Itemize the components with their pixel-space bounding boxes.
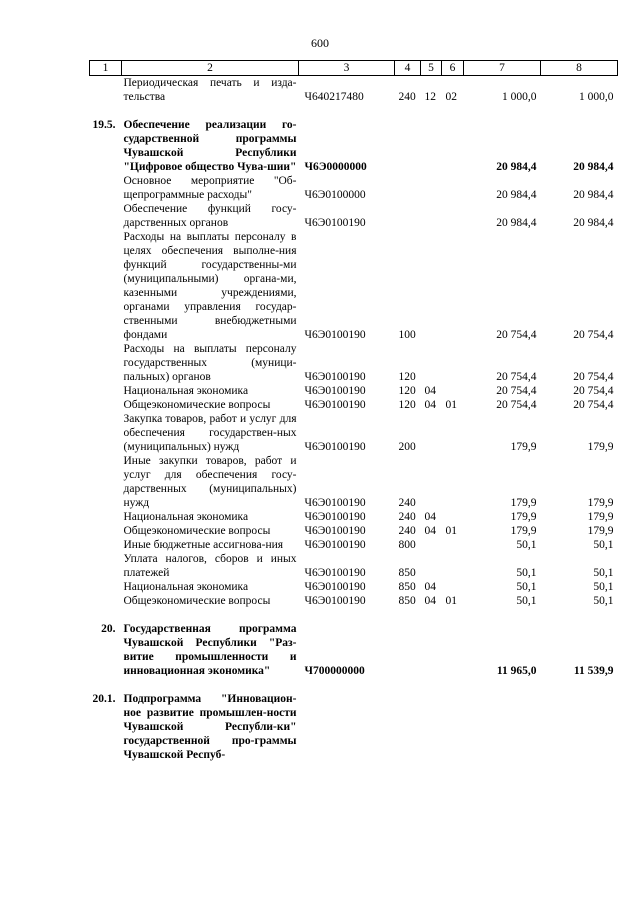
section-code: 04 <box>424 525 436 537</box>
target-code: Ч6Э0100190 <box>304 567 366 579</box>
item-name: Иные закупки товаров, работ и услуг для обеспечения госу-дарственных (муниципальных) нужд <box>123 455 297 509</box>
subsection-code <box>442 580 464 594</box>
section-number <box>90 510 122 524</box>
table-row <box>90 342 618 384</box>
target-code: Ч6Э0100190 <box>304 581 366 593</box>
item-name: Национальная экономика <box>123 385 249 397</box>
table-row <box>90 412 618 454</box>
amount-year-2: 50,1 <box>593 581 614 593</box>
table-row <box>90 594 618 608</box>
table-row <box>90 538 618 552</box>
amount-year-2: 179,9 <box>587 497 614 509</box>
section-number <box>90 174 122 202</box>
amount-year-2: 20 754,4 <box>573 399 614 411</box>
section-number: 20.1. <box>92 693 116 705</box>
item-name: Обеспечение реализации го-сударственной программы Чувашской Республики "Цифровое общество Чува-шии" <box>123 119 297 173</box>
table-row <box>90 552 618 580</box>
amount-year-1: 20 754,4 <box>496 399 537 411</box>
amount-year-1: 11 965,0 <box>496 665 537 677</box>
item-name: Основное мероприятие "Об-щепрограммные расходы" <box>123 175 297 201</box>
item-name: Обеспечение функций госу-дарственных органов <box>123 203 297 229</box>
expense-type: 800 <box>398 539 416 551</box>
column-header: 6 <box>442 61 464 76</box>
subsection-code <box>442 230 464 342</box>
expense-type <box>395 692 421 762</box>
amount-year-1: 20 984,4 <box>496 161 537 173</box>
section-code: 04 <box>424 385 436 397</box>
expense-type: 120 <box>398 385 416 397</box>
item-name: Государственная программа Чувашской Республики "Раз-витие промышленности и инновационная экономика" <box>123 623 297 677</box>
section-number <box>90 594 122 608</box>
amount-year-1: 50,1 <box>516 581 537 593</box>
section-number <box>90 384 122 398</box>
section-number <box>90 580 122 594</box>
table-row <box>90 510 618 524</box>
section-code <box>421 692 442 762</box>
amount-year-2: 20 754,4 <box>573 329 614 341</box>
section-number <box>90 412 122 454</box>
amount-year-1: 179,9 <box>510 511 537 523</box>
subsection-code <box>442 202 464 230</box>
section-code <box>421 230 442 342</box>
expense-type <box>395 622 421 678</box>
amount-year-1 <box>464 692 541 762</box>
target-code: Ч6Э0100190 <box>304 371 366 383</box>
amount-year-1: 20 754,4 <box>496 371 537 383</box>
amount-year-1: 1 000,0 <box>502 91 537 103</box>
table-row <box>90 524 618 538</box>
column-header: 3 <box>299 61 395 76</box>
amount-year-2 <box>541 692 618 762</box>
amount-year-2: 179,9 <box>587 441 614 453</box>
amount-year-1: 50,1 <box>516 595 537 607</box>
target-code: Ч6Э0100190 <box>304 511 366 523</box>
section-code <box>421 118 442 174</box>
subsection-code <box>442 692 464 762</box>
amount-year-1: 50,1 <box>516 567 537 579</box>
table-row <box>90 76 618 105</box>
column-header: 4 <box>395 61 421 76</box>
table-header-row <box>90 61 618 76</box>
amount-year-1: 20 754,4 <box>496 385 537 397</box>
section-code <box>421 342 442 384</box>
expense-type: 850 <box>398 595 416 607</box>
spacer-row <box>90 678 618 692</box>
subsection-code: 01 <box>445 399 457 411</box>
section-number <box>90 538 122 552</box>
subsection-code: 02 <box>445 91 457 103</box>
table-row <box>90 230 618 342</box>
expense-type <box>395 174 421 202</box>
amount-year-2: 179,9 <box>587 511 614 523</box>
subsection-code <box>442 510 464 524</box>
expense-type: 240 <box>398 497 416 509</box>
section-number <box>90 342 122 384</box>
expense-type: 240 <box>398 511 416 523</box>
item-name: Национальная экономика <box>123 581 249 593</box>
amount-year-2: 179,9 <box>587 525 614 537</box>
table-row <box>90 174 618 202</box>
item-name: Подпрограмма "Инновацион-ное развитие промышлен-ности Чувашской Республи-ки" государственной про-граммы Чувашской Респуб- <box>123 693 297 761</box>
target-code: Ч6Э0100190 <box>304 525 366 537</box>
target-code: Ч6Э0100190 <box>304 497 366 509</box>
subsection-code <box>442 538 464 552</box>
amount-year-1: 179,9 <box>510 497 537 509</box>
expense-type: 850 <box>398 581 416 593</box>
expense-type: 240 <box>398 525 416 537</box>
target-code: Ч6Э0000000 <box>304 161 367 173</box>
table-row <box>90 398 618 412</box>
table-row <box>90 692 618 762</box>
section-code <box>421 622 442 678</box>
amount-year-1: 20 984,4 <box>496 189 537 201</box>
budget-table <box>89 60 618 762</box>
item-name: Закупка товаров, работ и услуг для обеспечения государствен-ных (муниципальных) нужд <box>123 413 297 453</box>
item-name: Иные бюджетные ассигнова-ния <box>123 539 284 551</box>
amount-year-2: 11 539,9 <box>573 665 614 677</box>
subsection-code: 01 <box>445 595 457 607</box>
section-code: 04 <box>424 399 436 411</box>
subsection-code <box>442 342 464 384</box>
section-number: 19.5. <box>92 119 116 131</box>
amount-year-1: 50,1 <box>516 539 537 551</box>
amount-year-1: 20 754,4 <box>496 329 537 341</box>
target-code: Ч6Э0100000 <box>304 189 366 201</box>
section-code <box>421 174 442 202</box>
table-row <box>90 118 618 174</box>
subsection-code <box>442 454 464 510</box>
section-number <box>90 398 122 412</box>
column-header: 2 <box>122 61 299 76</box>
amount-year-1: 179,9 <box>510 441 537 453</box>
expense-type: 120 <box>398 399 416 411</box>
amount-year-2: 1 000,0 <box>579 91 614 103</box>
spacer-row <box>90 608 618 622</box>
amount-year-2: 20 984,4 <box>573 189 614 201</box>
section-number: 20. <box>101 623 116 635</box>
subsection-code <box>442 384 464 398</box>
expense-type: 200 <box>398 441 416 453</box>
target-code: Ч6Э0100190 <box>304 399 366 411</box>
table-row <box>90 622 618 678</box>
target-code <box>299 692 395 762</box>
section-code <box>421 412 442 454</box>
expense-type: 100 <box>398 329 416 341</box>
subsection-code <box>442 552 464 580</box>
expense-type <box>395 118 421 174</box>
section-code: 04 <box>424 581 436 593</box>
section-number <box>90 552 122 580</box>
item-name: Национальная экономика <box>123 511 249 523</box>
table-row <box>90 580 618 594</box>
item-name: Общеэкономические вопросы <box>123 595 271 607</box>
column-header: 7 <box>464 61 541 76</box>
item-name: Общеэкономические вопросы <box>123 399 271 411</box>
table-row <box>90 202 618 230</box>
target-code: Ч6Э0100190 <box>304 217 366 229</box>
section-code: 04 <box>424 511 436 523</box>
target-code: Ч640217480 <box>304 91 364 103</box>
amount-year-2: 50,1 <box>593 539 614 551</box>
target-code: Ч6Э0100190 <box>304 329 366 341</box>
target-code: Ч6Э0100190 <box>304 539 366 551</box>
item-name: Расходы на выплаты персоналу в целях обеспечения выполне-ния функций государственны-ми (муниципальными) органа-ми, казенными учреждениями, органами управления государ-ственными внебюджетными фондами <box>123 231 297 341</box>
expense-type: 120 <box>398 371 416 383</box>
amount-year-2: 20 754,4 <box>573 371 614 383</box>
section-number <box>90 230 122 342</box>
section-number <box>90 202 122 230</box>
column-header: 1 <box>90 61 122 76</box>
section-code <box>421 538 442 552</box>
table-body <box>90 76 618 763</box>
amount-year-2: 20 984,4 <box>573 217 614 229</box>
expense-type <box>395 202 421 230</box>
table-row <box>90 454 618 510</box>
target-code: Ч6Э0100190 <box>304 385 366 397</box>
amount-year-2: 50,1 <box>593 595 614 607</box>
amount-year-2: 20 754,4 <box>573 385 614 397</box>
page-number: 600 <box>311 36 329 50</box>
subsection-code <box>442 622 464 678</box>
item-name: Расходы на выплаты персоналу государственных (муници-пальных) органов <box>123 343 297 383</box>
target-code: Ч6Э0100190 <box>304 441 366 453</box>
expense-type: 850 <box>398 567 416 579</box>
table-row <box>90 384 618 398</box>
section-code <box>421 454 442 510</box>
section-code <box>421 202 442 230</box>
amount-year-1: 179,9 <box>510 525 537 537</box>
subsection-code: 01 <box>445 525 457 537</box>
subsection-code <box>442 118 464 174</box>
item-name: Периодическая печать и изда-тельства <box>123 77 297 103</box>
amount-year-1: 20 984,4 <box>496 217 537 229</box>
item-name: Общеэкономические вопросы <box>123 525 271 537</box>
column-header: 8 <box>541 61 618 76</box>
section-code: 12 <box>424 91 436 103</box>
section-code: 04 <box>424 595 436 607</box>
subsection-code <box>442 412 464 454</box>
section-number <box>90 454 122 510</box>
amount-year-2: 50,1 <box>593 567 614 579</box>
target-code: Ч6Э0100190 <box>304 595 366 607</box>
spacer-row <box>90 104 618 118</box>
expense-type: 240 <box>398 91 416 103</box>
section-code <box>421 552 442 580</box>
column-header: 5 <box>421 61 442 76</box>
section-number <box>90 524 122 538</box>
subsection-code <box>442 174 464 202</box>
amount-year-2: 20 984,4 <box>573 161 614 173</box>
target-code: Ч700000000 <box>304 665 365 677</box>
section-number <box>90 76 122 105</box>
item-name: Уплата налогов, сборов и иных платежей <box>123 553 297 579</box>
